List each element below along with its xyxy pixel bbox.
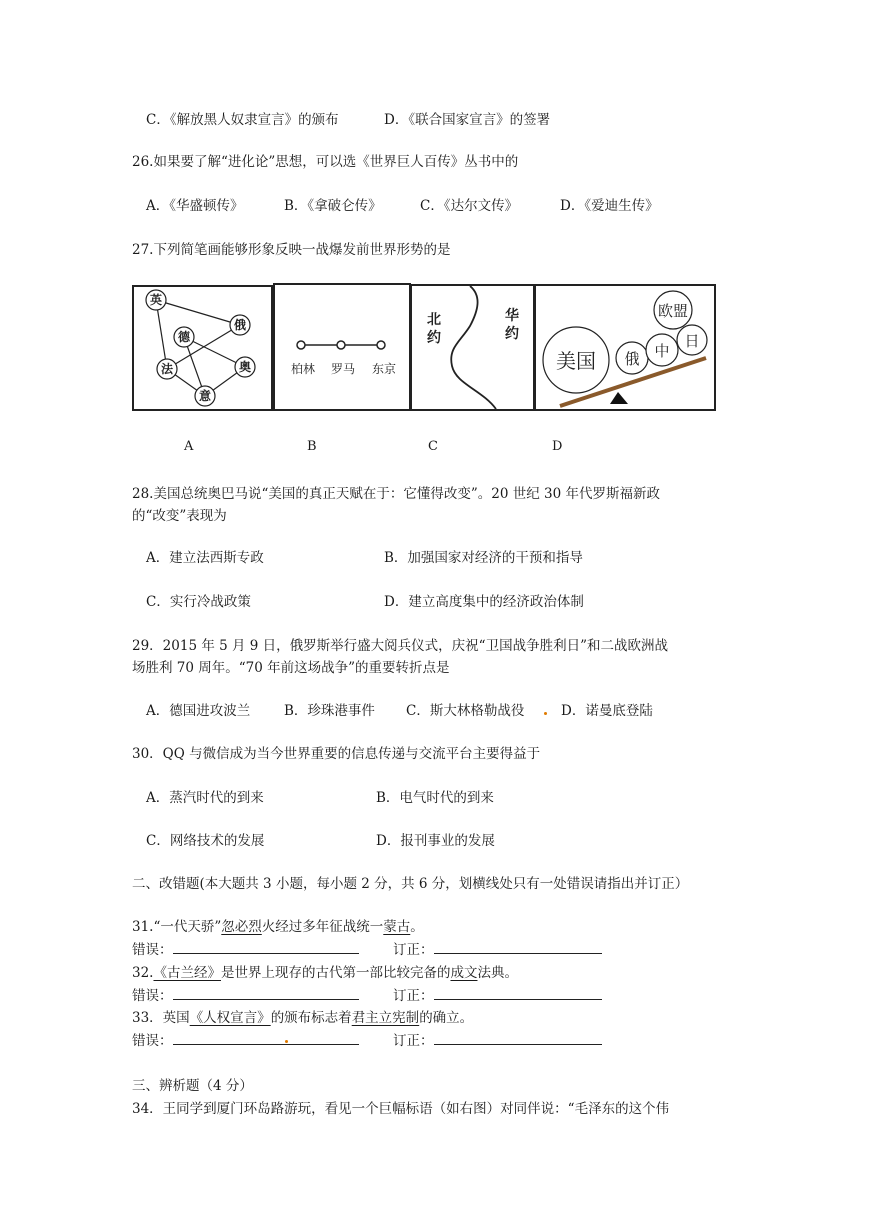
q32-answer-row: 错误： <box>132 984 359 1004</box>
q25-option-c: C．《解放黑人奴隶宣言》的颁布 <box>146 112 339 128</box>
q33-underlined-1: 《人权宣言》 <box>189 1010 271 1026</box>
q26-stem: 26.如果要了解“进化论”思想，可以选《世界巨人百传》丛书中的 <box>132 154 519 170</box>
q31-answer-row: 错误： <box>132 938 359 958</box>
figure-b-axis <box>273 283 411 411</box>
city-tokyo: 东京 <box>371 362 397 376</box>
label-usa: 美国 <box>556 349 596 373</box>
q33-error-blank[interactable] <box>173 1030 359 1045</box>
q32-fix-row: 订正： <box>393 984 602 1004</box>
label-japan: 日 <box>684 332 700 350</box>
q32-fix-blank[interactable] <box>434 985 602 1000</box>
q32-underlined-2: 成文 <box>450 965 478 981</box>
q30-option-b: B．电气时代的到来 <box>376 790 494 806</box>
q31-fix-row: 订正： <box>393 938 602 958</box>
node-germany: 德 <box>177 330 191 344</box>
figure-a-alliances <box>132 285 273 411</box>
q31-stem: 31.“一代天骄”忽必烈火经过多年征战统一蒙古。 <box>132 919 424 935</box>
label-china: 中 <box>654 342 670 360</box>
q30-option-c: C．网络技术的发展 <box>146 833 265 849</box>
stray-mark-2 <box>285 1040 288 1043</box>
q25-option-d: D．《联合国家宣言》的签署 <box>384 112 551 128</box>
q26-option-d: D．《爱迪生传》 <box>560 198 659 214</box>
q32-underlined-1: 《古兰经》 <box>153 965 221 981</box>
q31-underlined-2: 蒙古 <box>383 919 411 935</box>
q28-option-b: B．加强国家对经济的干预和指导 <box>384 550 583 566</box>
q32-stem: 32.《古兰经》是世界上现存的古代第一部比较完备的成文法典。 <box>132 965 518 981</box>
q29-stem-line2: 场胜利 70 周年。“70 年前这场战争”的重要转折点是 <box>132 660 450 676</box>
city-berlin: 柏林 <box>290 362 316 376</box>
label-nato-1: 北 <box>427 312 441 328</box>
label-eu: 欧盟 <box>657 302 689 320</box>
q29-option-b: B．珍珠港事件 <box>284 703 375 719</box>
figure-c-blocs <box>410 284 535 411</box>
q31-fix-blank[interactable] <box>434 939 602 954</box>
q33-answer-row: 错误： <box>132 1029 359 1049</box>
node-russia: 俄 <box>233 318 247 332</box>
q28-option-a: A．建立法西斯专政 <box>146 550 264 566</box>
q29-option-d: D．诺曼底登陆 <box>561 703 653 719</box>
q31-underlined-1: 忽必烈 <box>221 919 262 935</box>
q28-stem-line1: 28.美国总统奥巴马说“美国的真正天赋在于：它懂得改变”。20 世纪 30 年代罗斯福新政 <box>132 486 661 502</box>
node-italy: 意 <box>198 389 212 403</box>
q29-option-c: C．斯大林格勒战役 <box>406 703 525 719</box>
q33-fix-row: 订正： <box>393 1029 602 1049</box>
node-uk: 英 <box>149 293 163 307</box>
node-austria: 奥 <box>238 360 252 374</box>
q26-option-c: C．《达尔文传》 <box>420 198 519 214</box>
figure-label-c: C <box>428 439 438 454</box>
q28-option-d: D．建立高度集中的经济政治体制 <box>384 594 584 610</box>
q31-error-blank[interactable] <box>173 939 359 954</box>
stray-mark <box>544 712 547 715</box>
section-3-heading: 三、辨析题（4 分） <box>132 1078 253 1094</box>
figure-d-multipolar <box>534 284 716 411</box>
label-warsaw-1: 华 <box>505 308 519 324</box>
label-russia: 俄 <box>624 350 640 368</box>
q28-option-c: C．实行冷战政策 <box>146 594 251 610</box>
q29-option-a: A．德国进攻波兰 <box>146 703 251 719</box>
q34-stem: 34．王同学到厦门环岛路游玩，看见一个巨幅标语（如右图）对同伴说：“毛泽东的这个伟 <box>132 1101 670 1117</box>
q33-underlined-2: 君主立宪制 <box>351 1010 420 1026</box>
q26-option-a: A．《华盛顿传》 <box>146 198 244 214</box>
q27-stem: 27.下列简笔画能够形象反映一战爆发前世界形势的是 <box>132 242 451 258</box>
figure-label-b: B <box>307 439 317 454</box>
q33-fix-blank[interactable] <box>434 1030 602 1045</box>
label-nato-2: 约 <box>427 330 441 346</box>
q30-stem: 30．QQ 与微信成为当今世界重要的信息传递与交流平台主要得益于 <box>132 746 541 762</box>
q28-stem-line2: 的“改变”表现为 <box>132 508 227 524</box>
label-warsaw-2: 约 <box>505 326 519 342</box>
q30-option-a: A．蒸汽时代的到来 <box>146 790 264 806</box>
q29-stem-line1: 29．2015 年 5 月 9 日，俄罗斯举行盛大阅兵仪式，庆祝“卫国战争胜利日”和二战欧洲战 <box>132 638 668 654</box>
q32-error-blank[interactable] <box>173 985 359 1000</box>
figure-label-a: A <box>184 439 194 454</box>
figure-label-d: D <box>552 439 563 454</box>
q26-option-b: B．《拿破仑传》 <box>284 198 382 214</box>
node-france: 法 <box>160 362 174 376</box>
city-rome: 罗马 <box>330 362 356 376</box>
section-2-heading: 二、改错题(本大题共 3 小题，每小题 2 分，共 6 分，划横线处只有一处错误请指出并订正） <box>132 876 689 892</box>
q30-option-d: D．报刊事业的发展 <box>376 833 495 849</box>
q33-stem: 33．英国《人权宣言》的颁布标志着君主立宪制的确立。 <box>132 1010 474 1026</box>
